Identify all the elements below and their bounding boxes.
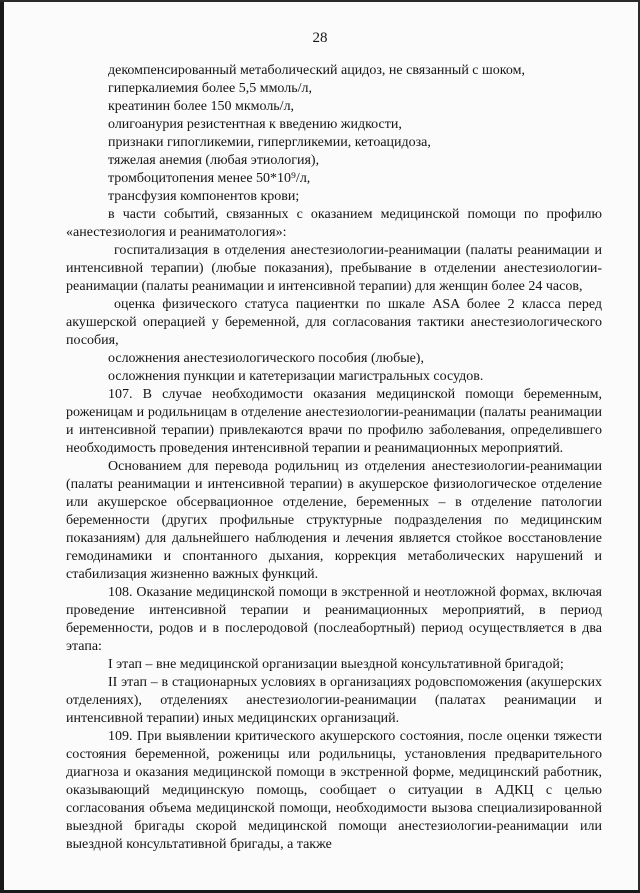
list-item: осложнения пункции и катетеризации магистральных сосудов. xyxy=(108,369,484,384)
paragraph-transfer-grounds: Основанием для перевода родильниц из отделения анестезиологии-реанимации (палаты реанимации и интенсивной терапии) в акушерское физиологическое отделение или акушерское обсервационное отделение, беременных – в отделение патологии беременности (других профильные структурные подразделения по медицинским показаниям) для дальнейшего наблюдения и лечения является стойкое восстановление гемодинамики и спонтанного дыхания, коррекция метаболических нарушений и стабилизация жизненно важных функций. xyxy=(66,459,602,582)
paragraph-anesthesiology-intro: в части событий, связанных с оказанием медицинской помощи по профилю «анестезиология и реаниматология»: xyxy=(66,207,602,240)
list-item: гиперкалиемия более 5,5 ммоль/л, xyxy=(108,81,312,96)
list-item: признаки гипогликемии, гипергликемии, кетоацидоза, xyxy=(108,135,431,150)
list-item: декомпенсированный метаболический ацидоз, не связанный с шоком, xyxy=(108,63,525,78)
paragraph-108: 108. Оказание медицинской помощи в экстренной и неотложной формах, включая проведение интенсивной терапии и реанимационных мероприятий, в период беременности, родов и в послеродовой (послеабортный) период осуществляется в два этапа: xyxy=(66,585,602,654)
paragraph-109: 109. При выявлении критического акушерского состояния, после оценки тяжести состояния беременной, роженицы или родильницы, установления предварительного диагноза и оказания медицинской помощи в экстренной форме, медицинский работник, оказывающий медицинскую помощь, сообщает о ситуации в АДКЦ с целью согласования объема медицинской помощи, необходимости вызова специализированной выездной бригады скорой медицинской помощи анестезиологии-реанимации или выездной консультативной бригады, а также xyxy=(66,729,602,852)
list-item: креатинин более 150 мкмоль/л, xyxy=(108,99,295,114)
paragraph-hospitalization: госпитализация в отделения анестезиологии-реанимации (палаты реанимации и интенсивной терапии) (любые показания), пребывание в отделении анестезиологии-реанимации (палаты реанимации и интенсивной терапии) для женщин более 24 часов, xyxy=(66,243,602,294)
list-item: осложнения анестезиологического пособия (любые), xyxy=(108,351,424,366)
page-number: 28 xyxy=(312,30,328,46)
stage-2: II этап – в стационарных условиях в организациях родовспоможения (акушерских отделениях), отделениях анестезиологии-реанимации (палатах реанимации и интенсивной терапии) иных медицинских организаций. xyxy=(66,675,602,726)
scan-edge-top xyxy=(0,0,640,2)
paragraph-asa-assessment: оценка физического статуса пациентки по шкале ASA более 2 класса перед акушерской операцией у беременной, для согласования тактики анестезиологического пособия, xyxy=(66,297,602,348)
scan-edge-left xyxy=(0,0,4,893)
document-body xyxy=(66,62,602,854)
list-item: тяжелая анемия (любая этиология), xyxy=(108,153,320,168)
paragraph-107: 107. В случае необходимости оказания медицинской помощи беременным, роженицам и родильницам в отделение анестезиологии-реанимации (палаты реанимации и интенсивной терапии) привлекаются врачи по профилю заболевания, определившего необходимость проведения интенсивной терапии и реанимационных мероприятий. xyxy=(66,387,602,456)
list-item: тромбоцитопения менее 50*10⁹/л, xyxy=(108,171,311,186)
stage-1: I этап – вне медицинской организации выездной консультативной бригадой; xyxy=(108,657,564,672)
list-item: олигоанурия резистентная к введению жидкости, xyxy=(108,117,402,132)
list-item: трансфузия компонентов крови; xyxy=(108,189,300,204)
